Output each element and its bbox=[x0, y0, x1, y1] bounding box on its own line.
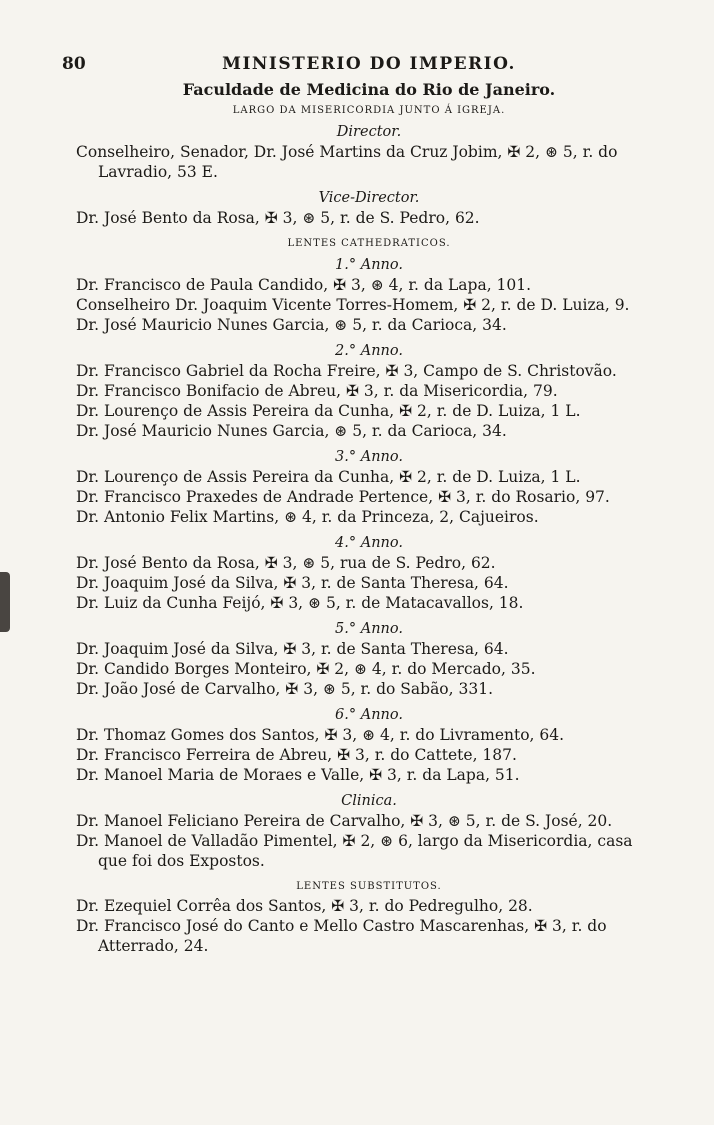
directory-sections bbox=[76, 122, 662, 956]
section-heading: 5.° Anno. bbox=[335, 621, 403, 637]
directory-entry: Dr. Manoel de Valladão Pimentel, ✠ 2, ⊛ 6, largo da Misericordia, casa que foi dos Expostos. bbox=[76, 832, 633, 870]
section-heading: 3.° Anno. bbox=[335, 449, 403, 465]
section-heading: 2.° Anno. bbox=[335, 343, 403, 359]
directory-entry: Dr. Joaquim José da Silva, ✠ 3, r. de Santa Theresa, 64. bbox=[76, 640, 509, 658]
faculty-address: LARGO DA MISERICORDIA JUNTO Á IGREJA. bbox=[232, 105, 506, 116]
directory-entry: Dr. Antonio Felix Martins, ⊛ 4, r. da Princeza, 2, Cajueiros. bbox=[76, 508, 539, 526]
directory-entry: Dr. Manoel Feliciano Pereira de Carvalho, ✠ 3, ⊛ 5, r. de S. José, 20. bbox=[76, 812, 613, 830]
directory-entry: Dr. Candido Borges Monteiro, ✠ 2, ⊛ 4, r. do Mercado, 35. bbox=[76, 660, 536, 678]
directory-entry: Dr. José Mauricio Nunes Garcia, ⊛ 5, r. da Carioca, 34. bbox=[76, 422, 507, 440]
section-heading: Director. bbox=[336, 124, 402, 140]
page-number: 80 bbox=[62, 54, 86, 74]
page-edge-shadow bbox=[0, 572, 10, 632]
directory-entry: Dr. Francisco Gabriel da Rocha Freire, ✠ 3, Campo de S. Christovão. bbox=[76, 362, 617, 380]
directory-entry: Dr. Francisco de Paula Candido, ✠ 3, ⊛ 4, r. da Lapa, 101. bbox=[76, 276, 532, 294]
section-heading: 4.° Anno. bbox=[335, 535, 403, 551]
section-heading: 6.° Anno. bbox=[335, 707, 403, 723]
directory-entry: Dr. Manoel Maria de Moraes e Valle, ✠ 3, r. da Lapa, 51. bbox=[76, 766, 520, 784]
section-heading: LENTES CATHEDRATICOS. bbox=[287, 238, 451, 249]
directory-entry: Dr. Francisco Praxedes de Andrade Pertence, ✠ 3, r. do Rosario, 97. bbox=[76, 488, 610, 506]
directory-entry: Dr. Francisco José do Canto e Mello Castro Mascarenhas, ✠ 3, r. do Atterrado, 24. bbox=[76, 917, 607, 955]
section-heading: 1.° Anno. bbox=[335, 257, 403, 273]
faculty-title: Faculdade de Medicina do Rio de Janeiro. bbox=[182, 80, 556, 99]
directory-entry: Dr. Thomaz Gomes dos Santos, ✠ 3, ⊛ 4, r. do Livramento, 64. bbox=[76, 726, 565, 744]
directory-entry: Dr. José Bento da Rosa, ✠ 3, ⊛ 5, rua de S. Pedro, 62. bbox=[76, 554, 496, 572]
directory-entry: Dr. Ezequiel Corrêa dos Santos, ✠ 3, r. do Pedregulho, 28. bbox=[76, 897, 533, 915]
directory-entry: Dr. João José de Carvalho, ✠ 3, ⊛ 5, r. do Sabão, 331. bbox=[76, 680, 494, 698]
directory-entry: Dr. Francisco Ferreira de Abreu, ✠ 3, r. do Cattete, 187. bbox=[76, 746, 517, 764]
directory-entry: Dr. José Bento da Rosa, ✠ 3, ⊛ 5, r. de S. Pedro, 62. bbox=[76, 209, 480, 227]
directory-entry: Dr. Lourenço de Assis Pereira da Cunha, ✠ 2, r. de D. Luiza, 1 L. bbox=[76, 468, 581, 486]
directory-entry: Dr. Joaquim José da Silva, ✠ 3, r. de Santa Theresa, 64. bbox=[76, 574, 509, 592]
section-heading: Clinica. bbox=[341, 793, 397, 809]
directory-entry: Dr. Francisco Bonifacio de Abreu, ✠ 3, r. da Misericordia, 79. bbox=[76, 382, 558, 400]
running-head: MINISTERIO DO IMPERIO. bbox=[222, 54, 516, 74]
directory-entry: Conselheiro, Senador, Dr. José Martins da Cruz Jobim, ✠ 2, ⊛ 5, r. do Lavradio, 53 E. bbox=[76, 143, 618, 181]
section-heading: LENTES SUBSTITUTOS. bbox=[296, 881, 442, 892]
directory-entry: Dr. José Mauricio Nunes Garcia, ⊛ 5, r. da Carioca, 34. bbox=[76, 316, 507, 334]
directory-entry: Conselheiro Dr. Joaquim Vicente Torres-Homem, ✠ 2, r. de D. Luiza, 9. bbox=[76, 296, 630, 314]
directory-entry: Dr. Luiz da Cunha Feijó, ✠ 3, ⊛ 5, r. de Matacavallos, 18. bbox=[76, 594, 524, 612]
directory-entry: Dr. Lourenço de Assis Pereira da Cunha, ✠ 2, r. de D. Luiza, 1 L. bbox=[76, 402, 581, 420]
section-heading: Vice-Director. bbox=[318, 190, 420, 206]
